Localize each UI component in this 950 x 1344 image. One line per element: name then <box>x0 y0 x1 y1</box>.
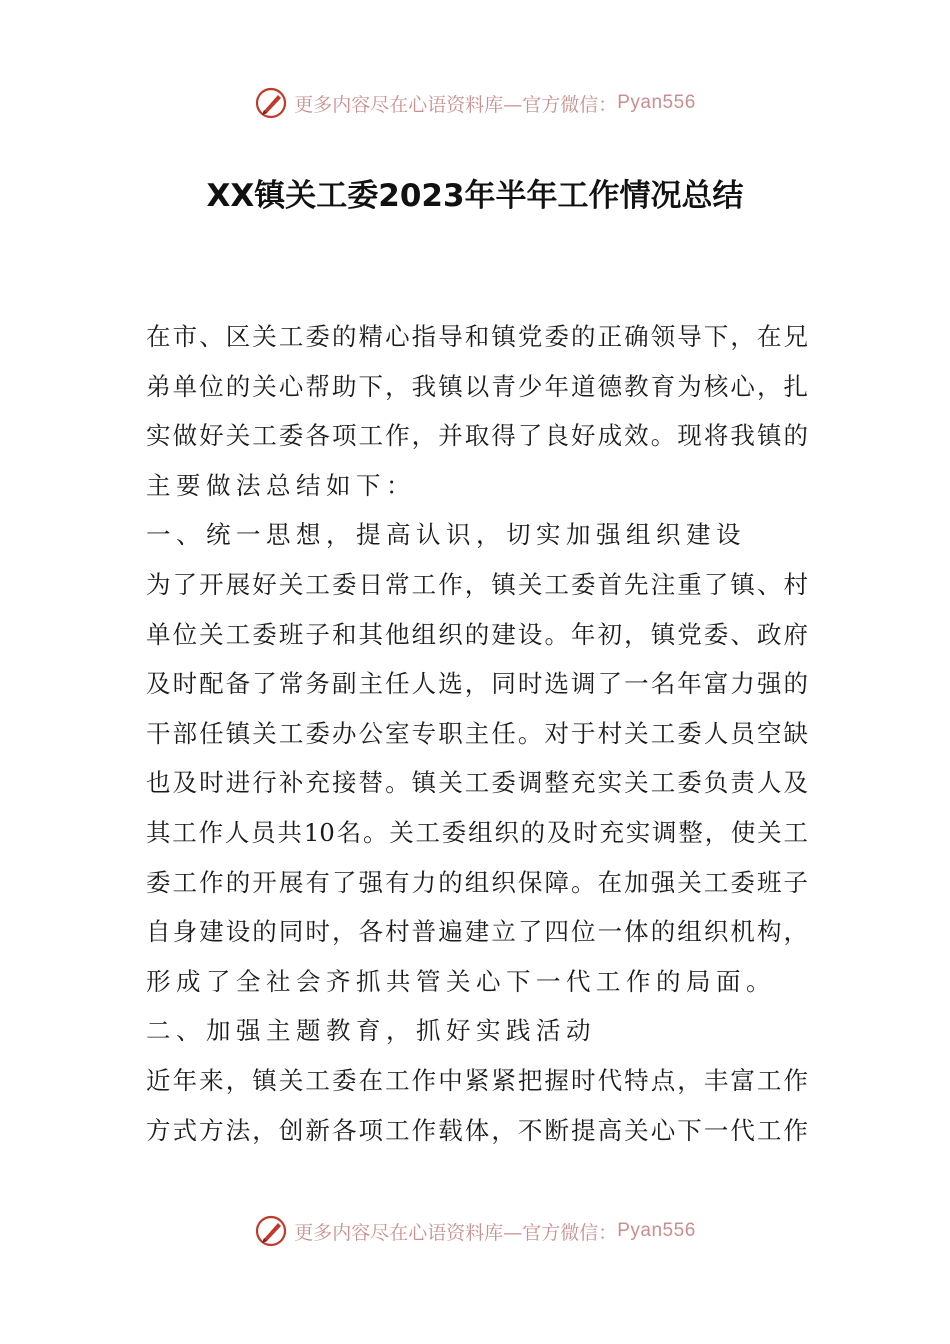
body-text-line: 为 了 开 展 好 关 工 委 日 常 工 作 ， 镇 关 工 委 首 先 注 重 了 镇 、 村 <box>146 569 808 599</box>
body-text-line: 委 工 作 的 开 展 有 了 强 有 力 的 组 织 保 障 。 在 加 强 关 工 委 班 子 <box>146 867 808 897</box>
watermark-wechat-id: Pyan556 <box>617 92 696 113</box>
body-text-line: 干 部 任 镇 关 工 委 办 公 室 专 职 主 任 。 对 于 村 关 工 委 人 员 空 缺 <box>146 718 808 748</box>
body-text-line: 一、统一思想，提高认识，切实加强组织建设 <box>146 520 746 550</box>
document-body <box>146 312 808 1155</box>
body-text-line: 实 做 好 关 工 委 各 项 工 作 ， 并 取 得 了 良 好 成 效 。 现 将 我 镇 的 <box>146 421 808 451</box>
footer-watermark <box>0 1211 950 1251</box>
header-watermark <box>0 83 950 123</box>
body-text-line: 主要做法总结如下： <box>146 470 416 500</box>
watermark-wechat-id: Pyan556 <box>617 1220 696 1241</box>
body-text-line: 近 年 来 ， 镇 关 工 委 在 工 作 中 紧 紧 把 握 时 代 特 点 ， 丰 富 工 作 <box>146 1065 808 1095</box>
body-text-line: 自 身 建 设 的 同 时 ， 各 村 普 遍 建 立 了 四 位 一 体 的 组 织 机 构 ， <box>146 917 808 947</box>
body-text-line: 及 时 配 备 了 常 务 副 主 任 人 选 ， 同 时 选 调 了 一 名 年 富 力 强 的 <box>146 669 808 699</box>
body-text-line: 方 式 方 法 ， 创 新 各 项 工 作 载 体 ， 不 断 提 高 关 心 下 一 代 工 作 <box>146 1115 808 1145</box>
document-title: XX镇关工委2023年半年工作情况总结 <box>206 178 744 214</box>
body-text-line: 也 及 时 进 行 补 充 接 替 。 镇 关 工 委 调 整 充 实 关 工 委 负 责 人 及 <box>146 768 808 798</box>
body-text-line: 其 工 作 人 员 共 10 名 。 关 工 委 组 织 的 及 时 充 实 调 整 ， 使 关 工 <box>146 817 808 847</box>
body-text-line: 在 市 、 区 关 工 委 的 精 心 指 导 和 镇 党 委 的 正 确 领 导 下 ， 在 兄 <box>146 322 808 351</box>
body-text-line: 二、加强主题教育，抓好实践活动 <box>146 1016 596 1046</box>
body-text-line: 弟 单 位 的 关 心 帮 助 下 ， 我 镇 以 青 少 年 道 德 教 育 为 核 心 ， 扎 <box>146 371 808 401</box>
quill-pen-icon <box>254 86 288 120</box>
body-text-line: 单 位 关 工 委 班 子 和 其 他 组 织 的 建 设 。 年 初 ， 镇 党 委 、 政 府 <box>146 619 808 649</box>
watermark-text: 更多内容尽在心语资料库—官方微信： <box>294 1221 618 1244</box>
watermark-text: 更多内容尽在心语资料库—官方微信： <box>294 93 618 116</box>
quill-pen-icon <box>254 1214 288 1248</box>
body-text-line: 形成了全社会齐抓共管关心下一代工作的局面。 <box>146 966 776 996</box>
